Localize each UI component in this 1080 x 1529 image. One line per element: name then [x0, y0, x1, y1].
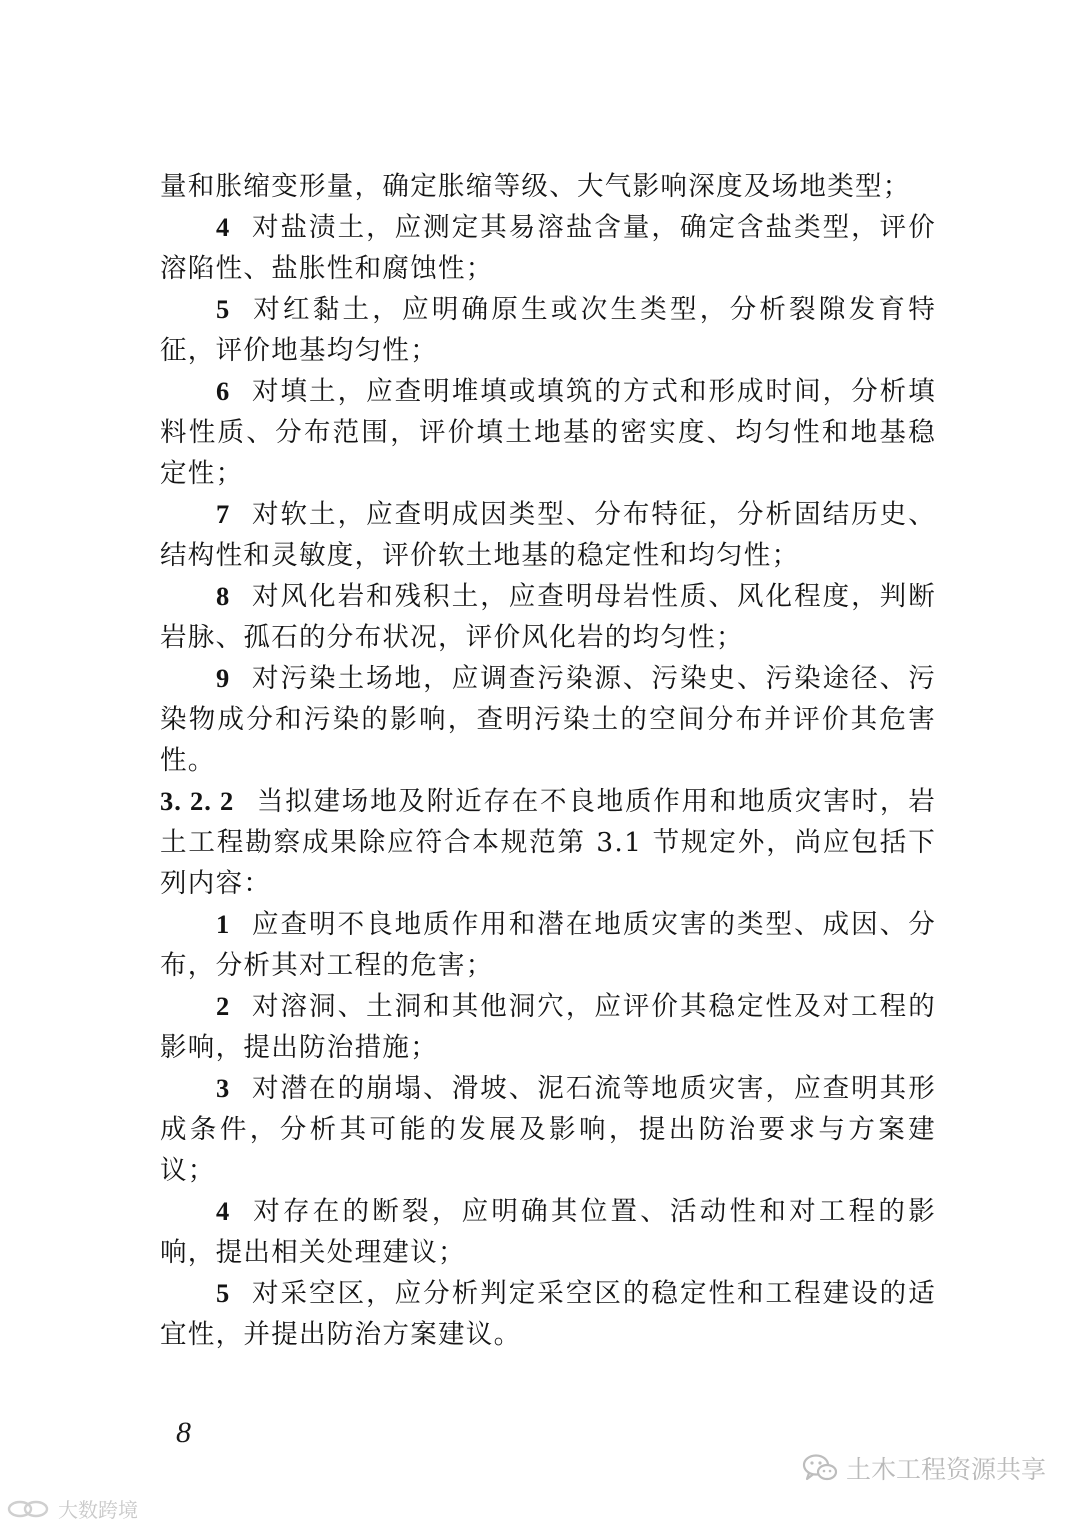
item-number: 6 [216, 376, 230, 406]
item-number: 8 [216, 581, 230, 611]
clause-item-5 [160, 1273, 936, 1355]
item-number: 5 [216, 1278, 230, 1308]
item-text: 对盐渍土，应测定其易溶盐含量，确定含盐类型，评价溶陷性、盐胀性和腐蚀性； [160, 212, 936, 284]
item-number: 3 [216, 1073, 230, 1103]
item-number: 7 [216, 499, 230, 529]
list-item-5 [160, 289, 936, 371]
item-number: 2 [216, 991, 230, 1021]
clause-item-1 [160, 904, 936, 986]
watermark-brand-text: 大数跨境 [58, 1498, 138, 1522]
wechat-icon [802, 1453, 838, 1483]
clause-text: 当拟建场地及附近存在不良地质作用和地质灾害时，岩土工程勘察成果除应符合本规范第 3.1 节规定外，尚应包括下列内容： [160, 786, 937, 899]
item-text: 对红黏土，应明确原生或次生类型，分析裂隙发育特征，评价地基均匀性； [160, 294, 936, 366]
clause-item-4 [160, 1191, 936, 1273]
item-text: 对污染土场地，应调查污染源、污染史、污染途径、污染物成分和污染的影响，查明污染土的空间分布并评价其危害性。 [160, 663, 936, 776]
item-number: 4 [216, 1196, 230, 1226]
item-text: 对采空区，应分析判定采空区的稳定性和工程建设的适宜性，并提出防治方案建议。 [160, 1278, 936, 1350]
clause-3-2-2 [160, 781, 936, 904]
list-item-8 [160, 576, 936, 658]
item-number: 9 [216, 663, 230, 693]
item-text: 对溶洞、土洞和其他洞穴，应评价其稳定性及对工程的影响，提出防治措施； [160, 991, 936, 1063]
watermark-account [802, 1450, 1046, 1486]
list-item-7 [160, 494, 936, 576]
item-number: 4 [216, 212, 230, 242]
item-text: 应查明不良地质作用和潜在地质灾害的类型、成因、分布，分析其对工程的危害； [160, 909, 936, 981]
watermark-account-text: 土木工程资源共享 [845, 1455, 1046, 1484]
paragraph-continued: 量和胀缩变形量，确定胀缩等级、大气影响深度及场地类型； [160, 171, 911, 202]
page-number: 8 [176, 1416, 191, 1449]
clause-item-3 [160, 1068, 936, 1191]
item-text: 对软土，应查明成因类型、分布特征，分析固结历史、结构性和灵敏度，评价软土地基的稳定性和均匀性； [160, 499, 936, 571]
list-item-9 [160, 658, 936, 781]
item-text: 对存在的断裂，应明确其位置、活动性和对工程的影响，提出相关处理建议； [160, 1196, 936, 1268]
chain-logo-icon [6, 1497, 52, 1521]
item-text: 对潜在的崩塌、滑坡、泥石流等地质灾害，应查明其形成条件，分析其可能的发展及影响，提出防治要求与方案建议； [160, 1073, 936, 1186]
clause-item-2 [160, 986, 936, 1068]
item-text: 对填土，应查明堆填或填筑的方式和形成时间，分析填料性质、分布范围，评价填土地基的密实度、均匀性和地基稳定性； [160, 376, 936, 489]
document-body [160, 166, 936, 1355]
item-number: 1 [216, 909, 230, 939]
clause-number: 3. 2. 2 [160, 786, 235, 816]
list-item-6 [160, 371, 936, 494]
item-text: 对风化岩和残积土，应查明母岩性质、风化程度，判断岩脉、孤石的分布状况，评价风化岩的均匀性； [160, 581, 936, 653]
watermark-brand [6, 1494, 138, 1523]
list-item-4 [160, 207, 936, 289]
item-number: 5 [216, 294, 230, 324]
